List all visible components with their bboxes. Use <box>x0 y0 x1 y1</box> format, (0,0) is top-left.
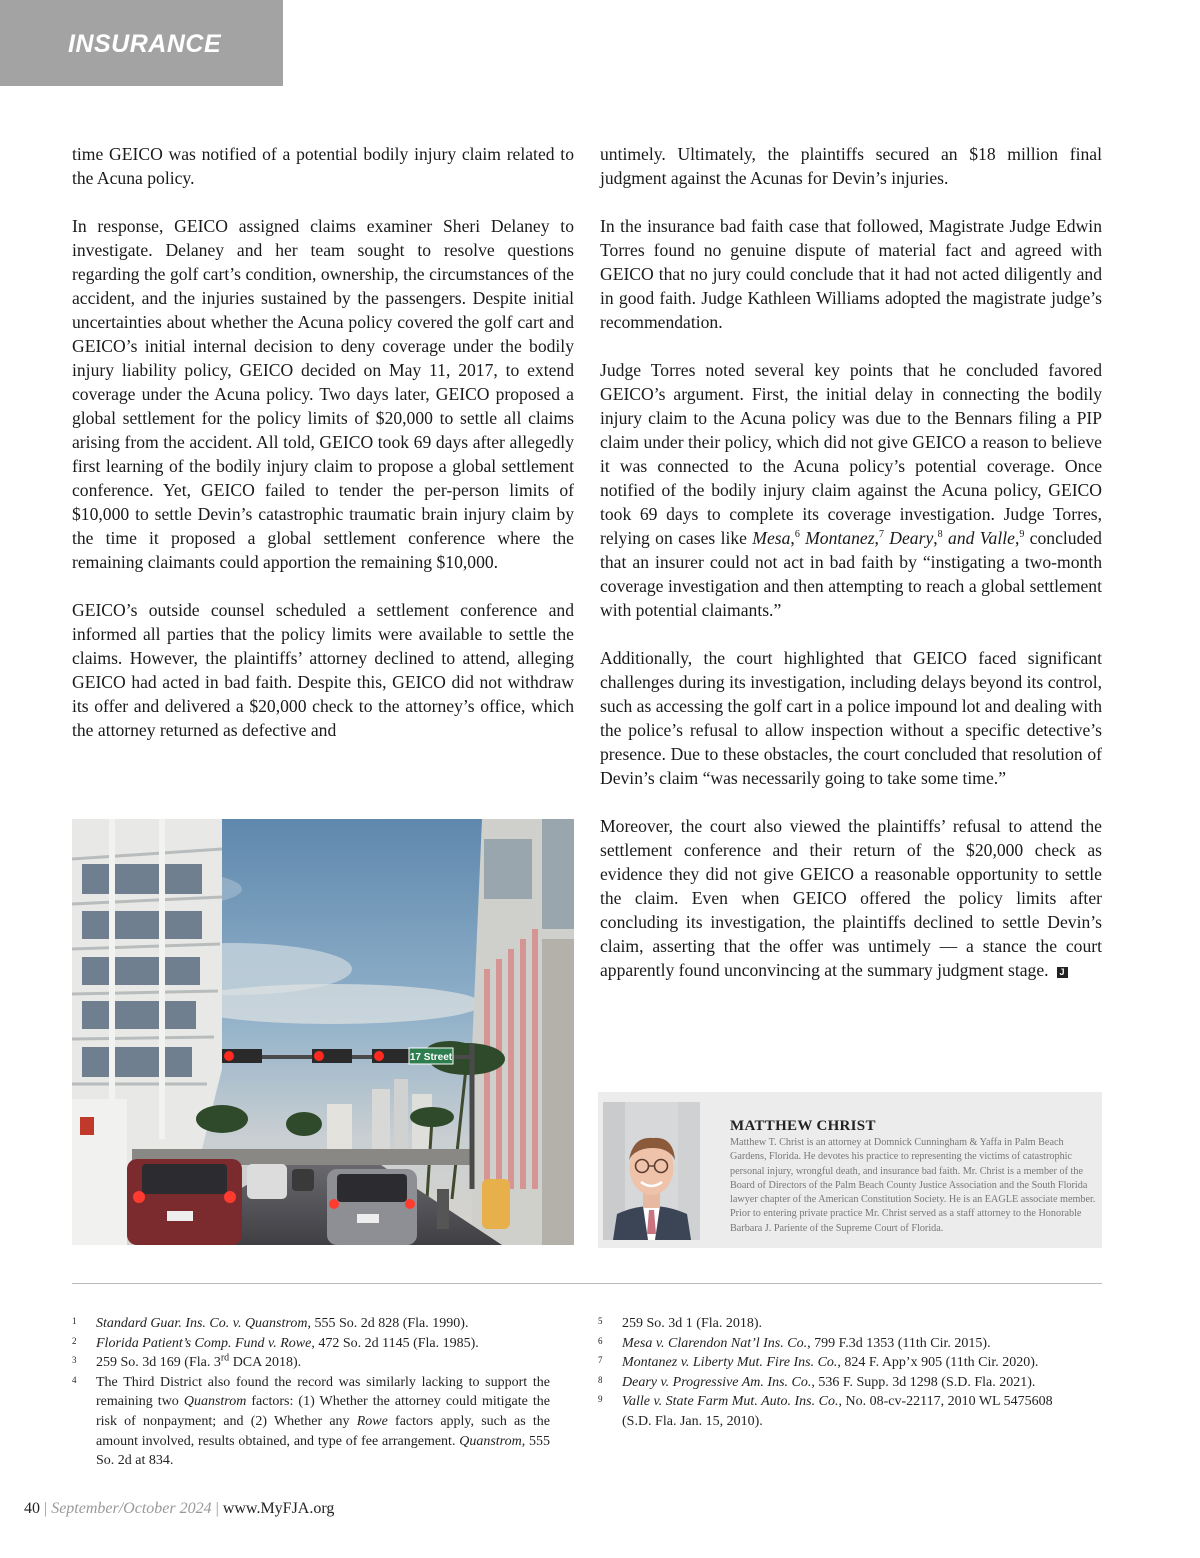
footer-separator: | <box>215 1500 219 1517</box>
article-column-left <box>72 142 574 766</box>
issue-date: September/October 2024 <box>51 1500 212 1517</box>
case-name: Deary v. Progressive Am. Ins. Co. <box>622 1374 812 1390</box>
footnote-ref: 8 <box>937 529 943 541</box>
citation: , 472 So. 2d 1145 (Fla. 1985). <box>311 1335 479 1351</box>
case-name: Valle v. State Farm Mut. Auto. Ins. Co. <box>622 1394 839 1410</box>
footnotes-right <box>598 1314 1076 1432</box>
footnote <box>598 1314 1076 1334</box>
case-name: Montanez <box>805 528 875 548</box>
paragraph-text: Moreover, the court also viewed the plaintiffs’ refusal to attend the settlement conference and their return of the $20,000 check as evidence they did not give GEICO a reasonable opportunity to settle the claim. Even when GEICO offered the policy limits after concluding its investigation, the plaintiffs declined to settle Devin’s claim, asserting that the offer was untimely — a stance the court apparently found unconvincing at the summary judgment stage. <box>600 816 1102 980</box>
website-link[interactable]: www.MyFJA.org <box>222 1500 335 1517</box>
footnote-number: 8 <box>598 1374 603 1385</box>
footnote-number: 6 <box>598 1335 603 1346</box>
author-photo <box>603 1102 700 1240</box>
footnote <box>72 1353 550 1373</box>
footnote <box>72 1314 550 1334</box>
paragraph: time GEICO was notified of a potential bodily injury claim related to the Acuna policy. <box>72 144 574 188</box>
section-label: INSURANCE <box>68 30 222 58</box>
street-photo <box>72 819 574 1245</box>
footnote <box>598 1392 1076 1431</box>
paragraph: untimely. Ultimately, the plaintiffs secured an $18 million final judgment against the Acunas for Devin’s injuries. <box>600 144 1102 188</box>
case-name: Standard Guar. Ins. Co. v. Quanstrom <box>96 1316 308 1331</box>
footnote <box>598 1373 1076 1393</box>
case-name: Mesa v. Clarendon Nat’l Ins. Co. <box>622 1335 808 1351</box>
footer-separator: | <box>44 1500 48 1517</box>
author-name: MATTHEW CHRIST <box>730 1118 876 1134</box>
footnote-text: , 555 So. 2d at 834. <box>96 1433 551 1469</box>
street-sign: 17 Street <box>409 1052 453 1063</box>
footnote-number: 2 <box>72 1335 77 1346</box>
conjunction: and <box>948 528 975 548</box>
citation: , No. 08-cv-22117, 2010 WL 5475608 (S.D. Fla. Jan. 15, 2010). <box>622 1394 1053 1429</box>
paragraph-text: concluded that an insurer could not act in bad faith by “instigating a two-month coverage investigation and then attempting to reach a global settlement with potential claimants.” <box>600 528 1102 620</box>
case-name: Quanstrom <box>183 1394 247 1410</box>
case-name: Mesa <box>752 528 791 548</box>
footnote-number: 1 <box>72 1316 77 1326</box>
footnote <box>72 1334 550 1354</box>
footnote-divider <box>72 1283 1102 1284</box>
footnote <box>72 1373 550 1471</box>
case-name: Rowe <box>356 1413 388 1429</box>
citation: , 824 F. App’x 905 (11th Cir. 2020). <box>837 1355 1039 1371</box>
footnote-ref: 7 <box>878 529 884 541</box>
case-name: Deary <box>889 528 934 548</box>
paragraph-case-citations: Judge Torres noted several key points that he concluded favored GEICO’s argument. First, the initial delay in connecting the bodily injury claim to the Acuna policy was due to the Bennars filing a PIP claim under their policy, which did not give GEICO a reason to believe it was connected to the Acuna policy’s potential coverage. Once notified of the bodily injury claim against the Acuna policy, GEICO took 69 days to complete its coverage investigation. Judge Torres, relying on cases like Mesa,$^6$ Montanez,$^7$ Deary,$^8$ and Valle,$^9$ concluded that an insurer could not act in bad faith by “instigating a two-month coverage investigation and then attempting to reach a global settlement with potential claimants.” <box>600 360 1102 620</box>
citation: DCA 2018). <box>229 1355 302 1371</box>
paragraph: GEICO’s outside counsel scheduled a settlement conference and informed all parties that the policy limits were available to settle the claims. However, the plaintiffs’ attorney declined to attend, alleging GEICO had acted in bad faith. Despite this, GEICO did not withdraw its offer and delivered a $20,000 check to the attorney’s office, which the attorney returned as defective and <box>72 600 574 740</box>
footnote-text: The Third District also found the record was similarly lacking to support the remaining two <box>96 1374 550 1410</box>
paragraph: In the insurance bad faith case that followed, Magistrate Judge Edwin Torres found no genuine dispute of material fact and agreed with GEICO that no jury could conclude that it had not acted diligently and in good faith. Judge Kathleen Williams adopted the magistrate judge’s recommendation. <box>600 216 1102 332</box>
footnote-text: factors: (1) Whether the attorney could mitigate the risk of nonpayment; and (2) Whether any <box>96 1394 550 1429</box>
page-number: 40 <box>24 1500 40 1517</box>
paragraph-final <box>600 814 1102 982</box>
footnotes-left <box>72 1314 550 1471</box>
author-bio: Matthew T. Christ is an attorney at Domnick Cunningham & Yaffa in Palm Beach Gardens, Florida. He devotes his practice to representing the victims of catastrophic personal injury, wrongful death, and insurance bad faith. Mr. Christ is a member of the Board of Directors of the Palm Beach County Justice Association and the South Florida lawyer chapter of the American Constitution Society. He is an EAGLE associate member. Prior to entering private practice Mr. Christ served as a staff attorney to the Honorable Barbara J. Pariente of the Supreme Court of Florida. <box>730 1137 1096 1234</box>
citation: , 555 So. 2d 828 (Fla. 1990). <box>307 1316 469 1331</box>
footnote-ref: 6 <box>794 529 800 541</box>
page-footer <box>24 1500 334 1518</box>
citation: 259 So. 3d 1 (Fla. 2018). <box>622 1316 762 1331</box>
case-name: Quanstrom <box>459 1433 522 1449</box>
footnote-number: 4 <box>72 1374 77 1385</box>
case-name: Valle <box>979 528 1015 548</box>
footnote-number: 9 <box>598 1394 603 1405</box>
paragraph: Additionally, the court highlighted that GEICO faced significant challenges during its investigation, including delays beyond its control, such as accessing the golf cart in a police impound lot and dealing with the police’s refusal to allow inspection without a specific detective’s presence. Due to these obstacles, the court concluded that resolution of Devin’s claim “was necessarily going to take some time.” <box>600 648 1102 788</box>
footnote-number: 5 <box>598 1316 603 1326</box>
footnote <box>598 1334 1076 1354</box>
paragraph: In response, GEICO assigned claims examiner Sheri Delaney to investigate. Delaney and her team sought to resolve questions regarding the golf cart’s condition, ownership, the circumstances of the accident, and the injuries sustained by the passengers. Despite initial uncertainties about whether the Acuna policy covered the golf cart and GEICO’s initial internal decision to deny coverage under the bodily injury liability policy, GEICO decided on May 11, 2017, to extend coverage under the Acuna policy. Two days later, GEICO proposed a global settlement for the policy limits of $20,000 to settle all claims arising from the accident. All told, GEICO took 69 days after allegedly first learning of the bodily injury claim to propose a global settlement conference. Yet, GEICO failed to tender the per-person limits of $10,000 to settle Devin’s catastrophic traumatic brain injury claim by the time it proposed a global settlement conference where the remaining claimants could apportion the remaining $10,000. <box>72 216 574 572</box>
case-name: Florida Patient’s Comp. Fund v. Rowe <box>96 1335 312 1351</box>
citation: 259 So. 3d 169 (Fla. 3 <box>96 1355 221 1371</box>
citation: , 536 F. Supp. 3d 1298 (S.D. Fla. 2021). <box>811 1374 1036 1390</box>
footnote-number: 7 <box>598 1355 603 1366</box>
end-mark-icon: J <box>1057 967 1068 978</box>
footnote-number: 3 <box>72 1355 77 1366</box>
article-column-right <box>600 142 1102 1006</box>
case-name: Montanez v. Liberty Mut. Fire Ins. Co. <box>622 1355 838 1371</box>
footnote-ref: 9 <box>1019 529 1025 541</box>
section-tab <box>0 0 283 86</box>
footnote-text: factors apply, such as the amount involved, results obtained, and type of fee arrangement. <box>96 1413 550 1449</box>
footnote <box>598 1353 1076 1373</box>
ordinal-suffix: rd <box>220 1352 230 1364</box>
paragraph-text: Judge Torres noted several key points that he concluded favored GEICO’s argument. First, the initial delay in connecting the bodily injury claim to the Acuna policy was due to the Bennars filing a PIP claim under their policy, which did not give GEICO a reason to believe it was connected to the Acuna policy’s potential coverage. Once notified of the bodily injury claim against the Acuna policy, GEICO took 69 days to complete its coverage investigation. Judge Torres, relying on cases like <box>600 360 1102 548</box>
citation: , 799 F.3d 1353 (11th Cir. 2015). <box>807 1335 991 1351</box>
